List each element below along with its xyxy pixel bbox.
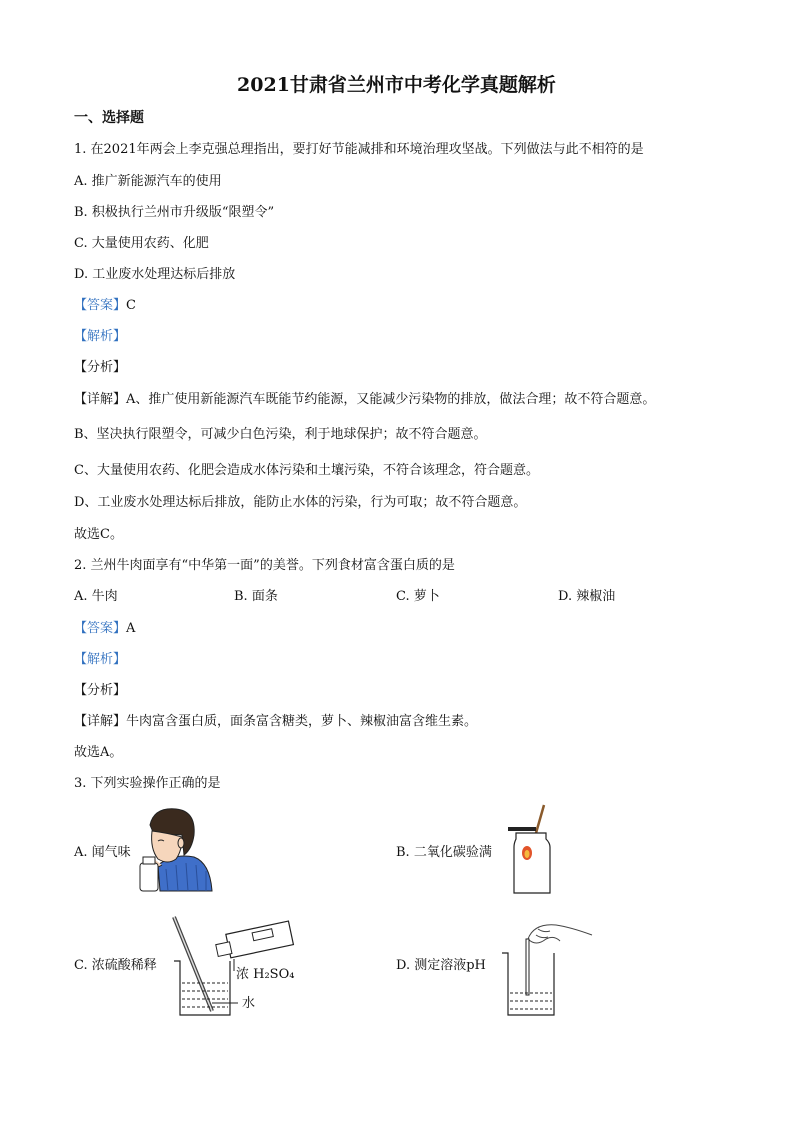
q1-fenxi: 【分析】 [74, 360, 127, 375]
q1-detail-d: D、工业废水处理达标后排放，能防止水体的污染，行为可取；故不符合题意。 [74, 495, 527, 510]
detail-text: A、推广使用新能源汽车既能节约能源，又能减少污染物的排放，做法合理；故不符合题意。 [126, 392, 656, 407]
q2-jiexi-tag: 【解析】 [74, 652, 127, 667]
water-label: 水 [242, 996, 256, 1011]
q1-jiexi-tag: 【解析】 [74, 329, 127, 344]
q3-option-a: A. 闻气味 [74, 845, 131, 860]
q2-option-c: C. 萝卜 [396, 589, 440, 604]
q2-option-d: D. 辣椒油 [558, 589, 616, 604]
figure-co2-test [504, 803, 556, 895]
q1-conclusion: 故选C。 [74, 527, 123, 542]
detail-tag: 【详解】 [74, 714, 127, 729]
detail-tag: 【详解】 [74, 392, 127, 407]
q1-option-c: C. 大量使用农药、化肥 [74, 236, 209, 251]
figure-ph-test [498, 913, 598, 1017]
detail-text: 牛肉富含蛋白质，面条富含糖类，萝卜、辣椒油富含维生素。 [126, 714, 478, 729]
answer-value: C [126, 298, 136, 313]
q2-fenxi: 【分析】 [74, 683, 127, 698]
figure-smelling [136, 805, 214, 893]
q1-answer [74, 298, 136, 314]
page-title: 2021甘肃省兰州市中考化学真题解析 [237, 74, 556, 96]
q3-option-c: C. 浓硫酸稀释 [74, 958, 157, 973]
q2-option-b: B. 面条 [234, 589, 278, 604]
q1-stem: 1. 在2021年两会上李克强总理指出，要打好节能减排和环境治理攻坚战。下列做法与此不相符的是 [74, 142, 644, 157]
q3-option-d: D. 测定溶液pH [396, 958, 486, 973]
q1-detail-b: B、坚决执行限塑令，可减少白色污染，利于地球保护；故不符合题意。 [74, 427, 487, 442]
q1-detail-a [74, 392, 655, 408]
q2-stem: 2. 兰州牛肉面享有“中华第一面”的美誉。下列食材富含蛋白质的是 [74, 558, 455, 573]
q1-option-d: D. 工业废水处理达标后排放 [74, 267, 236, 282]
q3-option-b: B. 二氧化碳验满 [396, 845, 492, 860]
answer-tag: 【答案】 [74, 298, 127, 313]
q3-stem: 3. 下列实验操作正确的是 [74, 776, 221, 791]
q2-detail [74, 714, 477, 730]
q2-conclusion: 故选A。 [74, 745, 123, 760]
acid-label: 浓 H₂SO₄ [236, 967, 295, 982]
q1-option-a: A. 推广新能源汽车的使用 [74, 174, 222, 189]
answer-tag: 【答案】 [74, 621, 127, 636]
q2-answer [74, 621, 135, 637]
section-heading: 一、选择题 [74, 110, 144, 126]
q1-option-b: B. 积极执行兰州市升级版“限塑令” [74, 205, 275, 220]
answer-value: A [126, 621, 136, 636]
q1-detail-c: C、大量使用农药、化肥会造成水体污染和土壤污染，不符合该理念，符合题意。 [74, 463, 539, 478]
q2-option-a: A. 牛肉 [74, 589, 118, 604]
